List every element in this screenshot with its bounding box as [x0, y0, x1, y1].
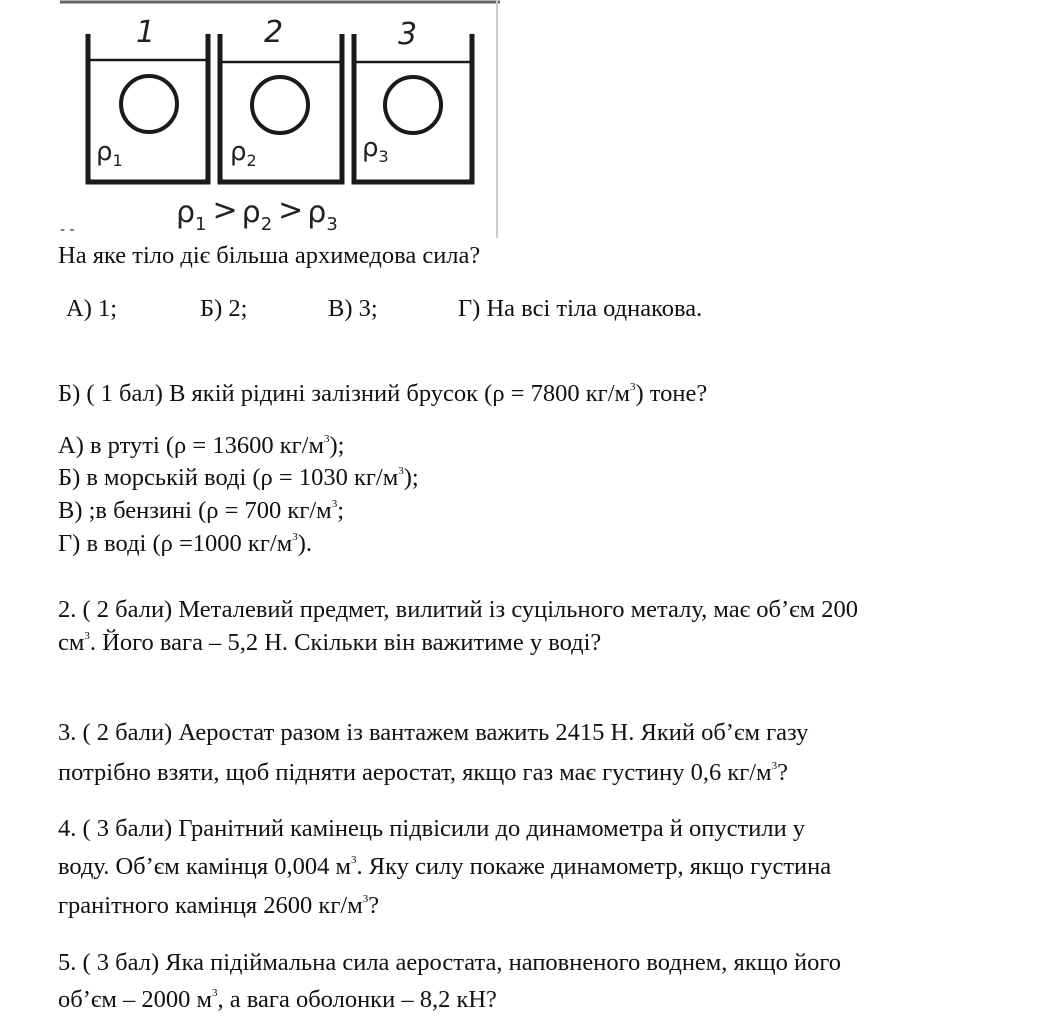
q1-option-b: Б) 2; [200, 295, 248, 322]
ball-2 [252, 77, 308, 133]
problem-2-line-2: $см^3$. Його вага – 5,2 Н. Скільки він важитиме у воді? [58, 629, 602, 656]
vessel-label-3: 3 [398, 17, 418, 52]
q1-option-d: Г) На всі тіла однакова. [458, 295, 703, 322]
density-label-3: $\rho_3$ [362, 133, 389, 166]
problem-4-line-3: гранітного камінця 2600 $кг/м^3$? [58, 892, 380, 919]
q2-option-b: Б) в морській воді (ρ = 1030 $кг/м^3$); [58, 464, 419, 491]
problem-4-line-2: воду. Об’єм камінця 0,004 $м^3$. Яку силу покаже динамометр, якщо густина [58, 853, 832, 880]
ball-3 [385, 77, 441, 133]
q2-question: Б) ( 1 бал) В якій рідині залізний брусок (ρ = 7800 $кг/м^3$) тоне? [58, 380, 708, 407]
q1-option-c: В) 3; [328, 295, 378, 322]
q2-option-c: В) ;в бензині (ρ = 700 $кг/м^3$; [58, 497, 344, 524]
density-relation: $\rho_1 > \rho_2 > \rho_3$ [176, 193, 338, 235]
density-label-2: $\rho_2$ [230, 137, 257, 170]
vessel-label-1: 1 [136, 15, 156, 50]
q2-option-a: А) в ртуті (ρ = 13600 $кг/м^3$); [58, 432, 345, 459]
problem-3-line-2: потрібно взяти, щоб підняти аеростат, якщо газ має густину 0,6 $кг/м^3$? [58, 759, 788, 786]
problem-5-line-1: 5. ( 3 бал) Яка підіймальна сила аеростата, наповненого воднем, якщо його [58, 949, 842, 976]
q1-option-a: А) 1; [66, 295, 118, 322]
density-label-1: $\rho_1$ [96, 137, 123, 170]
q1-question: На яке тіло діє більша архимедова сила? [58, 242, 481, 269]
vessel-label-2: 2 [264, 15, 284, 50]
dash-mark: - - [60, 222, 75, 238]
problem-3-line-1: 3. ( 2 бали) Аеростат разом із вантажем важить 2415 Н. Який об’єм газу [58, 719, 809, 746]
vessels-figure [0, 0, 520, 240]
ball-1 [121, 76, 177, 132]
q2-option-d: Г) в воді (ρ =1000 $кг/м^3$). [58, 530, 312, 557]
problem-4-line-1: 4. ( 3 бали) Гранітний камінець підвісили до динамометра й опустили у [58, 815, 806, 842]
vessels-diagram [0, 0, 520, 240]
problem-5-line-2: об’єм – 2000 $м^3$, а вага оболонки – 8,2 кН? [58, 986, 497, 1013]
problem-2-line-1: 2. ( 2 бали) Металевий предмет, вилитий із суцільного металу, має об’єм 200 [58, 596, 858, 623]
